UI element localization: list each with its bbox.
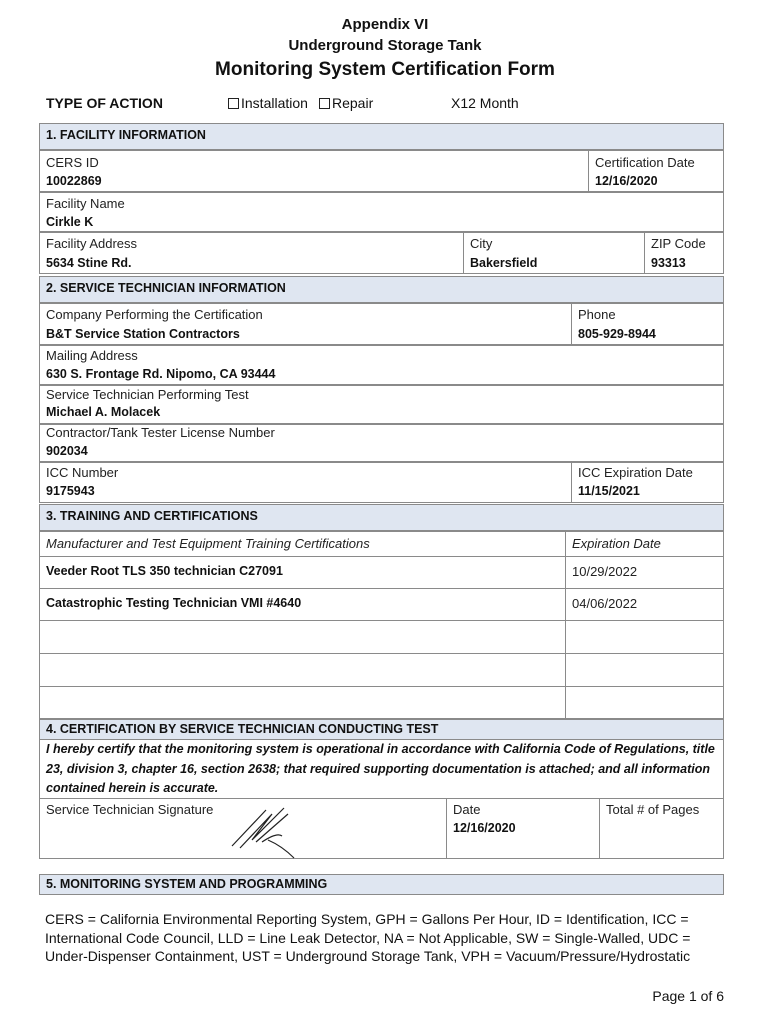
training-col-cert: Manufacturer and Test Equipment Training Certifications — [46, 536, 370, 551]
cert-date-value: 12/16/2020 — [595, 174, 658, 188]
facility-name-value: Cirkle K — [46, 215, 94, 229]
appendix-heading: Appendix VI — [341, 16, 429, 33]
facility-address-value: 5634 Stine Rd. — [46, 256, 132, 270]
mailing-value: 630 S. Frontage Rd. Nipomo, CA 93444 — [46, 367, 276, 381]
license-value: 902034 — [46, 444, 88, 458]
section-certification-header: 4. CERTIFICATION BY SERVICE TECHNICIAN CONDUCTING TEST — [39, 719, 724, 740]
city-value: Bakersfield — [470, 256, 538, 270]
installation-option[interactable] — [228, 95, 308, 111]
icc-exp-value: 11/15/2021 — [578, 484, 640, 498]
signature-label: Service Technician Signature — [46, 802, 214, 817]
type-of-action-label: TYPE OF ACTION — [46, 95, 163, 111]
cert-date-label: Certification Date — [595, 155, 695, 170]
facility-name-label: Facility Name — [46, 196, 125, 211]
repair-option[interactable] — [319, 95, 373, 111]
zip-label: ZIP Code — [651, 236, 706, 251]
icc-exp-label: ICC Expiration Date — [578, 465, 693, 480]
training-col-exp: Expiration Date — [572, 536, 661, 551]
zip-value: 93313 — [651, 256, 686, 270]
cers-id-label: CERS ID — [46, 155, 99, 170]
form-subtitle: Underground Storage Tank — [288, 37, 482, 54]
training-row-cert: Catastrophic Testing Technician VMI #4640 — [46, 596, 302, 610]
twelve-month-check-mark[interactable]: X — [451, 95, 461, 111]
installation-checkbox[interactable] — [228, 98, 239, 109]
facility-row-name — [39, 192, 724, 232]
total-pages-label: Total # of Pages — [606, 802, 700, 817]
certification-statement: I hereby certify that the monitoring system is operational in accordance with California Code of Regulations, title 23, division 3, chapter 16, section 2638; that required supporting documentation is attached; and all information contained herein is accurate. — [46, 742, 715, 795]
signature-image — [222, 802, 302, 862]
phone-label: Phone — [578, 307, 616, 322]
cert-signed-date: 12/16/2020 — [453, 821, 516, 835]
training-row-exp: 10/29/2022 — [572, 564, 638, 579]
city-label: City — [470, 236, 493, 251]
section-training-header: 3. TRAINING AND CERTIFICATIONS — [39, 504, 724, 531]
training-row-exp: 04/06/2022 — [572, 596, 638, 611]
installation-label: Installation — [241, 95, 308, 111]
abbreviation-legend: CERS = California Environmental Reporting System, GPH = Gallons Per Hour, ID = Identification, ICC = International Code Council, LLD = Line Leak Detector, NA = Not Applicable, SW = Single-Walled, UDC = Under-Dispenser Containment, UST = Underground Storage Tank, VPH = Vacuum/Pressure/Hydrostatic — [45, 911, 691, 964]
repair-checkbox[interactable] — [319, 98, 330, 109]
section-technician-header: 2. SERVICE TECHNICIAN INFORMATION — [39, 276, 724, 303]
facility-row-address — [39, 232, 724, 274]
section-monitoring-header: 5. MONITORING SYSTEM AND PROGRAMMING — [39, 874, 724, 895]
cert-date-label: Date — [453, 802, 481, 817]
training-row-cert: Veeder Root TLS 350 technician C27091 — [46, 564, 283, 578]
mailing-label: Mailing Address — [46, 348, 138, 363]
icc-value: 9175943 — [46, 484, 95, 498]
company-label: Company Performing the Certification — [46, 307, 263, 322]
company-value: B&T Service Station Contractors — [46, 327, 240, 341]
phone-value: 805-929-8944 — [578, 327, 656, 341]
technician-value: Michael A. Molacek — [46, 405, 161, 419]
training-table — [39, 531, 724, 719]
facility-address-label: Facility Address — [46, 236, 138, 251]
twelve-month-option[interactable] — [451, 95, 519, 111]
section-facility-header: 1. FACILITY INFORMATION — [39, 123, 724, 150]
cers-id-value: 10022869 — [46, 174, 102, 188]
form-title: Monitoring System Certification Form — [215, 59, 555, 80]
icc-label: ICC Number — [46, 465, 119, 480]
repair-label: Repair — [332, 95, 374, 111]
twelve-month-label: 12 Month — [460, 95, 519, 111]
page-number: Page 1 of 6 — [652, 988, 724, 1004]
license-label: Contractor/Tank Tester License Number — [46, 425, 275, 440]
technician-label: Service Technician Performing Test — [46, 387, 249, 402]
